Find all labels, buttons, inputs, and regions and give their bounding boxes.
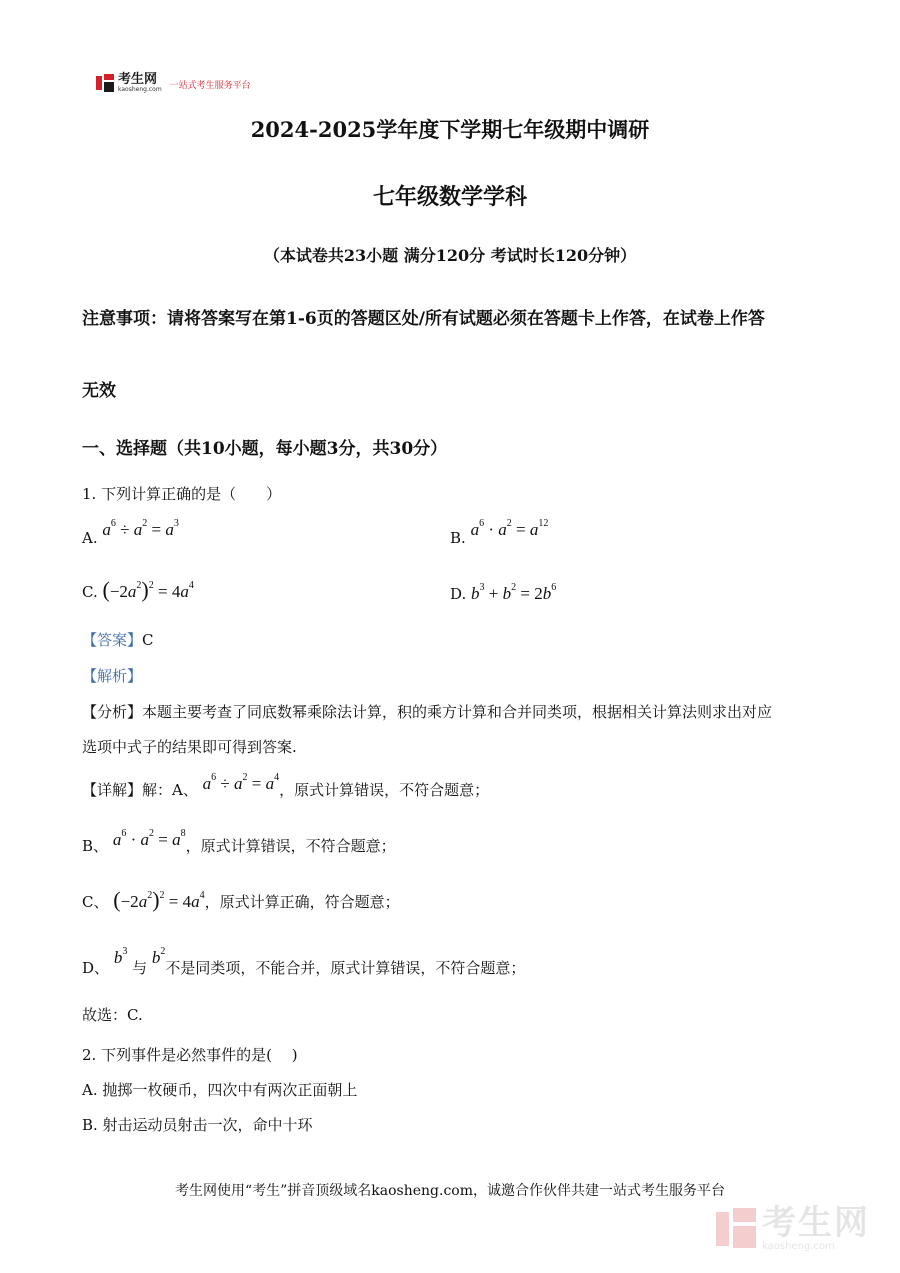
formula: $a^6 \cdot a^2 = a^{12}$ [470,518,549,539]
header-logo [96,72,251,94]
formula: $a^6 \div a^2 = a^3$ [102,518,179,539]
q1-detail-d [82,946,526,977]
q2-option-a: A. 抛掷一枚硬币，四次中有两次正面朝上 [82,1081,358,1099]
detail-mid: 与 [132,959,148,977]
exam-info: （本试卷共23小题 满分120分 考试时长120分钟） [263,246,637,265]
q1-option-b [450,518,549,547]
q1-analysis-tag: 【解析】 [82,667,143,685]
q1-fenxi-line-1 [82,702,772,722]
watermark [716,1203,870,1252]
q1-detail-b [82,828,396,855]
notice-line-1: 注意事项：请将答案写在第1-6页的答题区处/所有试题必须在答题卡上作答，在试卷上作答 [82,309,765,329]
formula: $a^6 \div a^2 = a^4$ [202,772,280,793]
logo-domain: kaosheng.com [118,86,162,93]
detail-prefix: D、 [82,959,110,977]
detail-intro: 解：A、 [142,781,198,799]
watermark-text [762,1203,870,1252]
footer-text: 考生网使用“考生”拼音顶级域名kaosheng.com，诚邀合作伙伴共建一站式考生服务平台 [174,1183,726,1199]
option-label: D. [450,585,467,603]
watermark-logo-icon [716,1208,756,1250]
detail-text: ，原式计算错误，不符合题意； [185,837,396,855]
q2-option-b: B. 射击运动员射击一次，命中十环 [82,1116,313,1134]
q1-option-a [82,518,179,547]
logo-text [118,73,162,93]
q1-option-d [450,584,556,604]
q1-stem: 1. 下列计算正确的是（ ） [82,485,282,503]
option-label: B. [450,529,466,547]
answer-tag: 【答案】 [82,631,143,649]
exam-subject: 七年级数学学科 [372,184,527,210]
watermark-domain: kaosheng.com [762,1241,835,1252]
formula: $(-2a^2)^2 = 4a^4$ [113,887,205,912]
detail-prefix: C、 [82,893,109,911]
detail-text: ，原式计算错误，不符合题意； [279,781,490,799]
answer-value: C [142,631,154,649]
option-label: C. [82,583,98,601]
formula: $b^2$ [151,946,166,967]
detail-text: 不是同类项，不能合并，原式计算错误，不符合题意； [165,959,526,977]
q1-fenxi-line-2: 选项中式子的结果即可得到答案. [82,738,297,756]
exam-title: 2024-2025学年度下学期七年级期中调研 [250,117,650,142]
detail-text: ，原式计算正确，符合题意； [204,893,400,911]
option-label: A. [82,529,98,547]
fenxi-tag: 【分析】 [82,703,143,721]
logo-name: 考生网 [118,72,158,87]
formula: $(-2a^2)^2 = 4a^4$ [102,577,194,602]
detail-prefix: B、 [82,837,109,855]
formula: $b^3 + b^2 = 2b^6$ [471,582,557,603]
watermark-name: 考生网 [762,1203,870,1243]
kaosheng-logo-icon [96,74,114,92]
q1-detail-a [82,772,490,799]
fenxi-text: 本题主要考查了同底数幂乘除法计算，积的乘方计算和合并同类项，根据相关计算法则求出对应 [142,703,773,721]
detail-tag: 【详解】 [82,781,143,799]
q2-stem: 2. 下列事件是必然事件的是( ) [82,1046,298,1064]
q1-option-c [82,577,194,602]
formula: $a^6 \cdot a^2 = a^8$ [112,828,186,849]
section-heading: 一、选择题（共10小题，每小题3分，共30分） [82,439,448,459]
notice-line-2: 无效 [82,381,116,401]
q1-conclusion: 故选：C. [82,1006,143,1024]
q1-detail-c [82,887,400,912]
q1-answer [82,630,154,650]
formula: $b^3$ [113,946,128,967]
logo-slogan: 一站式考生服务平台 [169,80,251,91]
